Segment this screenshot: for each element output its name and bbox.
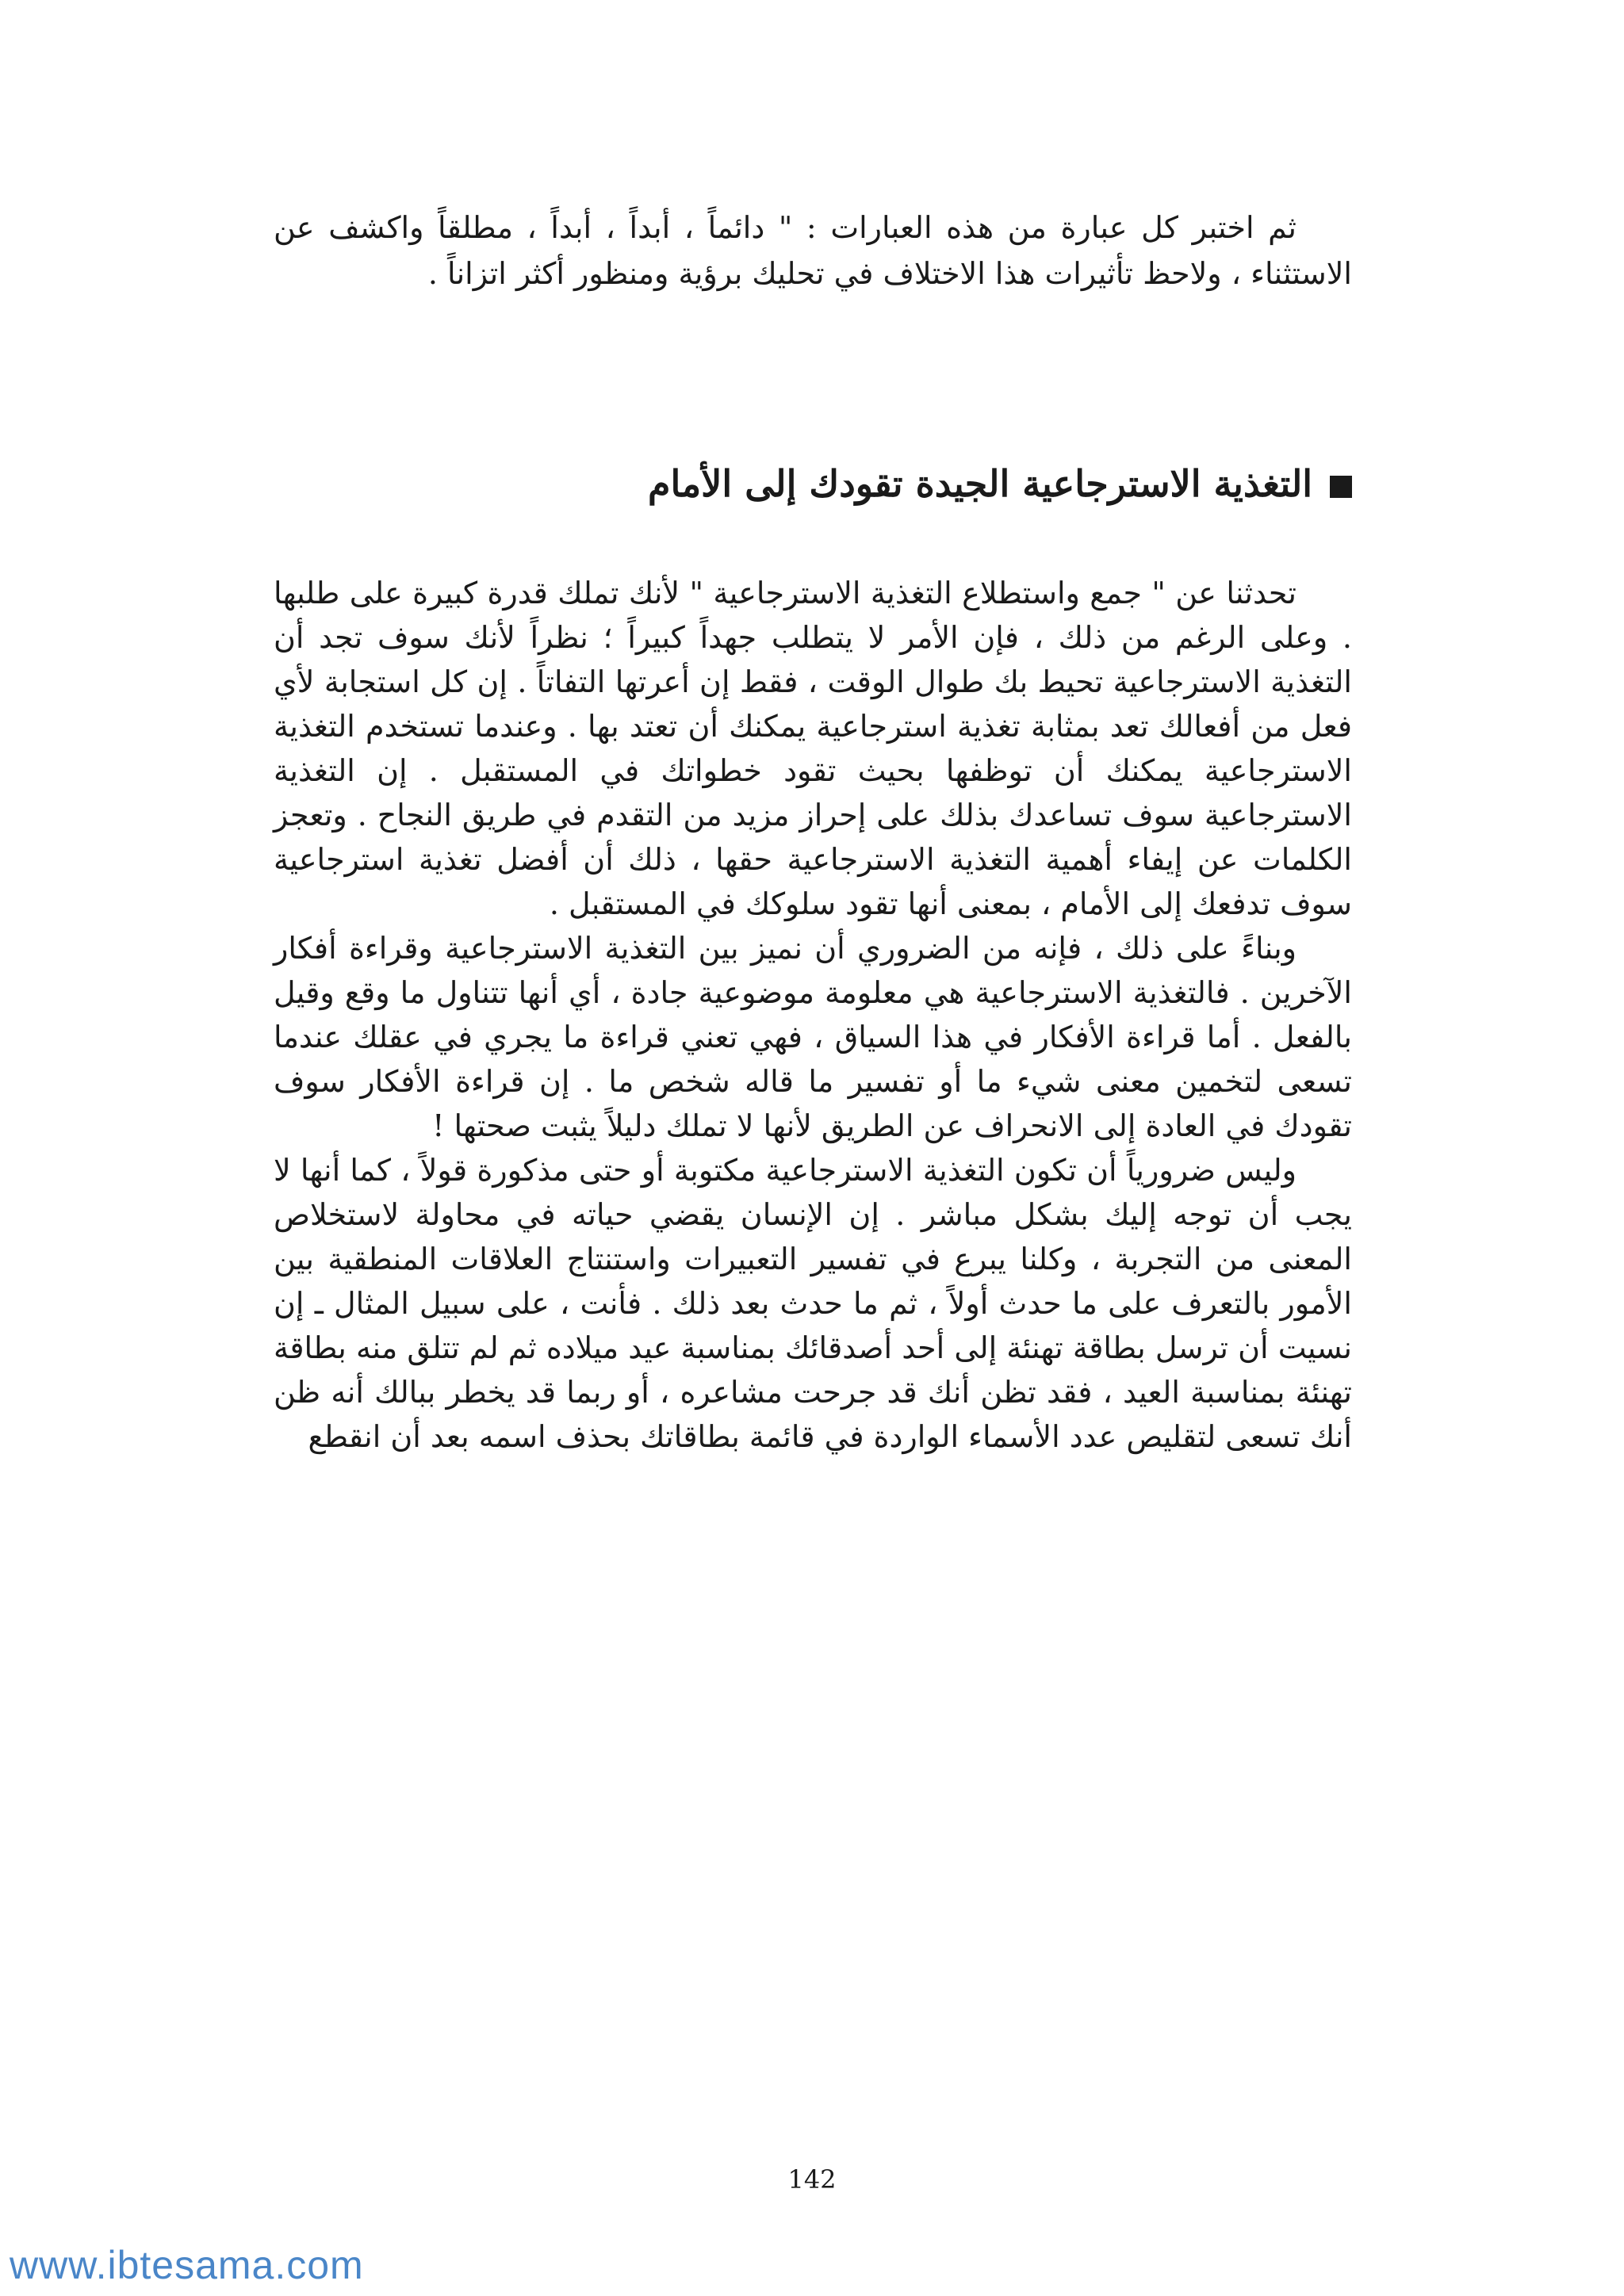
- section-heading: [274, 456, 1352, 511]
- body-text: [274, 571, 1352, 1459]
- watermark-text: www.ibtesama.com: [10, 2243, 364, 2287]
- square-bullet-icon: [1330, 476, 1352, 498]
- paragraph-2: وبناءً على ذلك ، فإنه من الضروري أن نميز بين التغذية الاسترجاعية وقراءة أفكار الآخرين . فالتغذية الاسترجاعية هي معلومة موضوعية جادة ، أي أنها تتناول ما وقع وقيل بالفعل . أما قراءة الأفكار في هذا السياق ، فهي تعني قراءة ما يجري في عقلك عندما تسعى لتخمين معنى شيء ما أو تفسير ما قاله شخص ما . إن قراءة الأفكار سوف تقودك في العادة إلى الانحراف عن الطريق لأنها لا تملك دليلاً يثبت صحتها !: [274, 931, 1352, 1143]
- section-heading-text: التغذية الاسترجاعية الجيدة تقودك إلى الأمام: [648, 462, 1312, 505]
- intro-paragraph: ثم اختبر كل عبارة من هذه العبارات : " دائماً ، أبداً ، أبداً ، مطلقاً واكشف عن الاستثناء ، ولاحظ تأثيرات هذا الاختلاف في تحليك برؤية ومنظور أكثر اتزاناً .: [274, 210, 1352, 291]
- paragraph-1: تحدثنا عن " جمع واستطلاع التغذية الاسترجاعية " لأنك تملك قدرة كبيرة على طلبها . وعلى الرغم من ذلك ، فإن الأمر لا يتطلب جهداً كبيراً ؛ نظراً لأنك سوف تجد أن التغذية الاسترجاعية تحيط بك طوال الوقت ، فقط إن أعرتها التفاتاً . إن كل استجابة لأي فعل من أفعالك تعد بمثابة تغذية استرجاعية يمكنك أن تعتد بها . وعندما تستخدم التغذية الاسترجاعية يمكنك أن توظفها بحيث تقود خطواتك في المستقبل . إن التغذية الاسترجاعية سوف تساعدك بذلك على إحراز مزيد من التقدم في طريق النجاح . وتعجز الكلمات عن إيفاء أهمية التغذية الاسترجاعية حقها ، ذلك أن أفضل تغذية استرجاعية سوف تدفعك إلى الأمام ، بمعنى أنها تقود سلوكك في المستقبل .: [274, 576, 1352, 921]
- intro-block: [274, 205, 1352, 297]
- paragraph-3: وليس ضرورياً أن تكون التغذية الاسترجاعية مكتوبة أو حتى مذكورة قولاً ، كما أنها لا يجب أن توجه إليك بشكل مباشر . إن الإنسان يقضي حياته في محاولة لاستخلاص المعنى من التجربة ، وكلنا يبرع في تفسير التعبيرات واستنتاج العلاقات المنطقية بين الأمور بالتعرف على ما حدث أولاً ، ثم ما حدث بعد ذلك . فأنت ، على سبيل المثال ـ إن نسيت أن ترسل بطاقة تهنئة إلى أحد أصدقائك بمناسبة عيد ميلاده ثم لم تتلق منه بطاقة تهنئة بمناسبة العيد ، فقد تظن أنك قد جرحت مشاعره ، أو ربما قد يخطر ببالك أنه ظن أنك تسعى لتقليص عدد الأسماء الواردة في قائمة بطاقاتك بحذف اسمه بعد أن انقطع: [274, 1153, 1352, 1454]
- page-number: 142: [787, 2164, 837, 2195]
